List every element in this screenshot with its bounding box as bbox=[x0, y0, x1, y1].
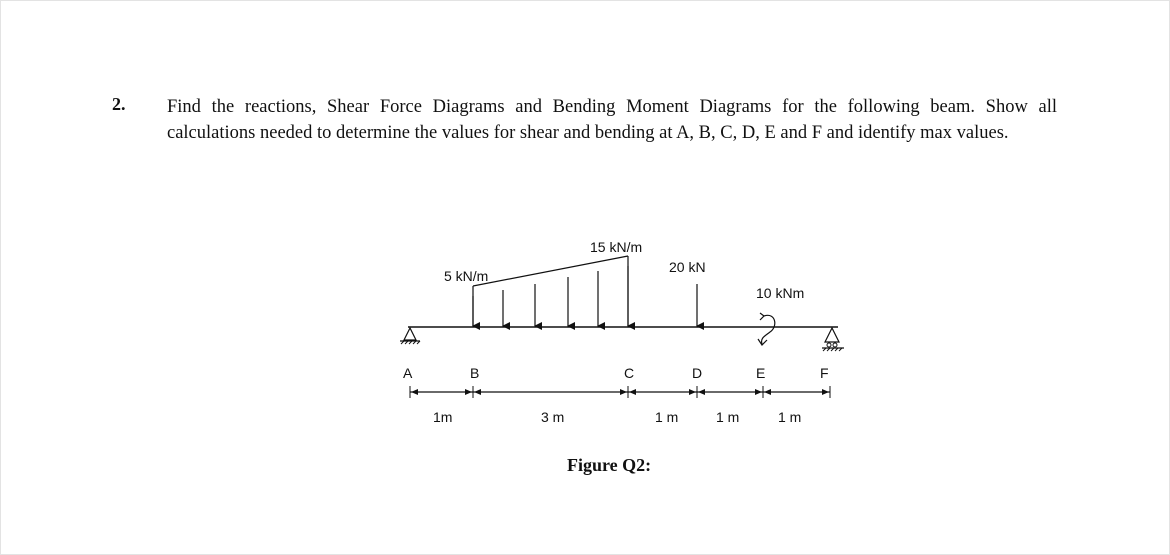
distributed-load bbox=[473, 256, 628, 326]
moment-label: 10 kNm bbox=[756, 285, 805, 301]
figure-caption: Figure Q2: bbox=[567, 455, 652, 475]
roller-support-icon bbox=[822, 328, 844, 351]
point-label-a: A bbox=[403, 365, 413, 381]
udl-start-label: 5 kN/m bbox=[444, 268, 489, 284]
point-label-c: C bbox=[624, 365, 635, 381]
point-label-d: D bbox=[692, 365, 703, 381]
span-label-bc: 3 m bbox=[541, 409, 565, 425]
point-load-label: 20 kN bbox=[669, 259, 706, 275]
udl-end-label: 15 kN/m bbox=[590, 239, 643, 255]
span-label-cd: 1 m bbox=[655, 409, 679, 425]
moment-icon bbox=[758, 313, 775, 345]
point-label-e: E bbox=[756, 365, 766, 381]
dimension-line bbox=[410, 386, 830, 398]
point-label-f: F bbox=[820, 365, 829, 381]
question-number: 2. bbox=[112, 94, 126, 114]
span-label-de: 1 m bbox=[716, 409, 740, 425]
question-text: Find the reactions, Shear Force Diagrams and Bending Moment Diagrams for the following beam. Show all calculations needed to determine the values for shear and bending at A, B, C, D, E and F and identify max values. bbox=[167, 97, 1057, 143]
pin-support-icon bbox=[400, 328, 420, 344]
span-label-ef: 1 m bbox=[778, 409, 802, 425]
point-label-b: B bbox=[470, 365, 480, 381]
span-label-ab: 1m bbox=[433, 409, 453, 425]
